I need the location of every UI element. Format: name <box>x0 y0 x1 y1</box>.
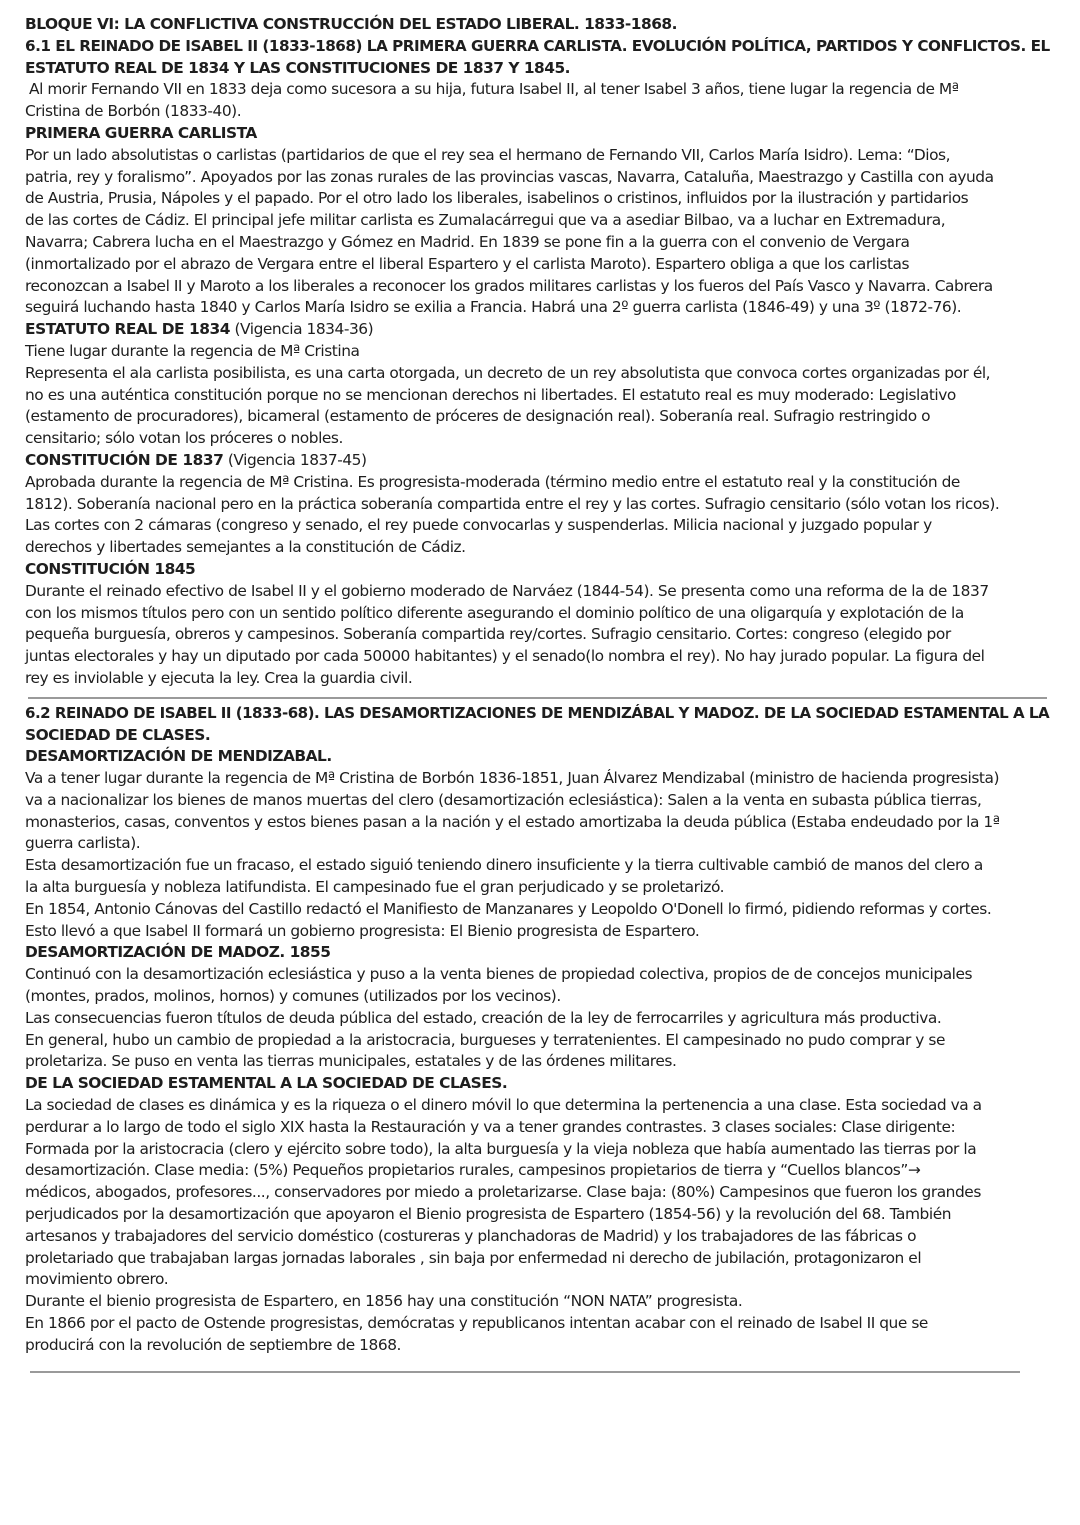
text-line: monasterios, casas, conventos y estos bienes pasan a la nación y el estado amortizaba la deuda pública (Estaba endeudado por la 1ª <box>25 812 1000 831</box>
text-line: va a nacionalizar los bienes de manos muertas del clero (desamortización eclesiástica): Salen a la venta en subasta pública tierras, <box>25 790 982 809</box>
text-line: (inmortalizado por el abrazo de Vergara entre el liberal Espartero y el carlista Maroto). Espartero obliga a que los carlistas <box>25 254 910 273</box>
sociedad-clases-heading: DE LA SOCIEDAD ESTAMENTAL A LA SOCIEDAD DE CLASES. <box>25 1074 508 1093</box>
text-line: patria, rey y foralismo”. Apoyados por las zonas rurales de las provincias vascas, Navarra, Cataluña, Maestrazgo y Castilla con ayuda <box>25 167 994 186</box>
section-6-1-title-line: ESTATUTO REAL DE 1834 Y LAS CONSTITUCIONES DE 1837 Y 1845. <box>25 58 571 77</box>
text-line: En general, hubo un cambio de propiedad a la aristocracia, burgueses y terratenientes. El campesinado no pudo comprar y se <box>25 1030 945 1049</box>
estatuto-heading <box>25 319 1050 341</box>
text-line: reconozcan a Isabel II y Maroto a los liberales a reconocer los grados militares carlistas y los fueros del País Vasco y Navarra. Cabrera <box>25 276 993 295</box>
text-line: con los mismos títulos pero con un sentido político diferente asegurando el dominio político de una oligarquía y explotación de la <box>25 603 964 622</box>
constitucion-1837-paragraph <box>25 472 1050 559</box>
sociedad-clases-paragraph <box>25 1095 1050 1357</box>
text-line: perjudicados por la desamortización que apoyaron el Bienio progresista de Espartero (1854-56) y la revolución del 68. También <box>25 1205 952 1224</box>
text-line: censitario; sólo votan los próceres o nobles. <box>25 429 343 448</box>
text-line: rey es inviolable y ejecuta la ley. Crea la guardia civil. <box>25 668 413 687</box>
text-line: Aprobada durante la regencia de Mª Cristina. Es progresista-moderada (término medio entre el estatuto real y la constitución de <box>25 472 960 491</box>
text-line: Va a tener lugar durante la regencia de Mª Cristina de Borbón 1836-1851, Juan Álvarez Mendizabal (ministro de hacienda progresista) <box>25 769 1000 788</box>
text-line: Esto llevó a que Isabel II formará un gobierno progresista: El Bienio progresista de Espartero. <box>25 921 700 940</box>
text-line: Las cortes con 2 cámaras (congreso y senado, el rey puede convocarlas y suspenderlas. Milicia nacional y juzgado popular y <box>25 516 932 535</box>
text-line: Durante el bienio progresista de Espartero, en 1856 hay una constitución “NON NATA” progresista. <box>25 1292 743 1311</box>
block-title: BLOQUE VI: LA CONFLICTIVA CONSTRUCCIÓN DEL ESTADO LIBERAL. 1833-1868. <box>25 15 677 33</box>
constitucion-1845-paragraph <box>25 581 1050 690</box>
madoz-heading: DESAMORTIZACIÓN DE MADOZ. 1855 <box>25 943 331 962</box>
estatuto-heading-title: ESTATUTO REAL DE 1834 <box>25 320 231 339</box>
estatuto-heading-vigencia: (Vigencia 1834-36) <box>230 320 374 339</box>
section-6-2-title-line: SOCIEDAD DE CLASES. <box>25 725 211 744</box>
text-line: de las cortes de Cádiz. El principal jefe militar carlista es Zumalacárregui que va a asediar Bilbao, va a luchar en Extremadura, <box>25 211 946 230</box>
text-line: (montes, prados, molinos, hornos) y comunes (utilizados por los vecinos). <box>25 987 561 1006</box>
section-6-1 <box>25 36 1050 690</box>
text-line: (estamento de procuradores), bicameral (estamento de próceres de designación real). Soberanía real. Sufragio restringido o <box>25 407 931 426</box>
text-line: no es una auténtica constitución porque no se mencionan derechos ni libertades. El estatuto real es muy moderado: Legislativo <box>25 385 956 404</box>
text-line: Navarra; Cabrera lucha en el Maestrazgo y Gómez en Madrid. En 1839 se pone fin a la guerra con el convenio de Vergara <box>25 232 910 251</box>
section-divider <box>28 697 1047 699</box>
text-line: artesanos y trabajadores del servicio doméstico (costureras y planchadoras de Madrid) y los trabajadores de las fábricas o <box>25 1226 917 1245</box>
mendizabal-paragraph <box>25 768 1050 942</box>
text-line: producirá con la revolución de septiembre de 1868. <box>25 1335 401 1354</box>
madoz-paragraph <box>25 964 1050 1073</box>
text-line: juntas electorales y hay un diputado por cada 50000 habitantes) y el senado(lo nombra el rey). No hay jurado popular. La figura del <box>25 647 985 666</box>
text-line: En 1866 por el pacto de Ostende progresistas, demócratas y republicanos intentan acabar con el reinado de Isabel II que se <box>25 1314 928 1333</box>
text-line: derechos y libertades semejantes a la constitución de Cádiz. <box>25 538 466 557</box>
text-line: seguirá luchando hasta 1840 y Carlos María Isidro se exilia a Francia. Habrá una 2º guerra carlista (1846-49) y una 3º (1872-76). <box>25 298 962 317</box>
estatuto-paragraph <box>25 341 1050 450</box>
text-line: Continuó con la desamortización eclesiástica y puso a la venta bienes de propiedad colectiva, propios de de concejos municipales <box>25 965 973 984</box>
section-6-2 <box>25 703 1050 1357</box>
intro-line: Al morir Fernando VII en 1833 deja como sucesora a su hija, futura Isabel II, al tener Isabel 3 años, tiene lugar la regencia de Mª <box>29 80 959 99</box>
text-line: 1812). Soberanía nacional pero en la práctica soberanía compartida entre el rey y las cortes. Sufragio censitario (sólo votan los ricos). <box>25 494 1000 513</box>
intro-line: Cristina de Borbón (1833-40). <box>25 102 242 121</box>
text-line: La sociedad de clases es dinámica y es la riqueza o el dinero móvil lo que determina la pertenencia a una clase. Esta sociedad va a <box>25 1096 982 1115</box>
text-line: pequeña burguesía, obreros y campesinos. Soberanía compartida rey/cortes. Sufragio censitario. Cortes: congreso (elegido por <box>25 625 951 644</box>
mendizabal-heading: DESAMORTIZACIÓN DE MENDIZABAL. <box>25 747 332 766</box>
text-line: Las consecuencias fueron títulos de deuda pública del estado, creación de la ley de ferrocarriles y agricultura más productiva. <box>25 1008 942 1027</box>
carlista-heading: PRIMERA GUERRA CARLISTA <box>25 123 257 142</box>
text-line: de Austria, Prusia, Nápoles y el papado. Por el otro lado los liberales, isabelinos o cristinos, influidos por la ilustración y partidarios <box>25 189 969 208</box>
text-line: guerra carlista). <box>25 834 141 853</box>
constitucion-1837-title: CONSTITUCIÓN DE 1837 <box>25 450 224 469</box>
text-line: proletariza. Se puso en venta las tierras municipales, estatales y de las órdenes militares. <box>25 1052 677 1071</box>
text-line: movimiento obrero. <box>25 1270 169 1289</box>
text-line: la alta burguesía y nobleza latifundista. El campesinado fue el gran perjudicado y se proletarizó. <box>25 878 725 897</box>
text-line: Durante el reinado efectivo de Isabel II y el gobierno moderado de Narváez (1844-54). Se presenta como una reforma de la de 1837 <box>25 581 989 600</box>
text-line: En 1854, Antonio Cánovas del Castillo redactó el Manifiesto de Manzanares y Leopoldo O'Donell lo firmó, pidiendo reformas y cortes. <box>25 899 992 918</box>
text-line: Representa el ala carlista posibilista, es una carta otorgada, un decreto de un rey absolutista que convoca cortes organizadas por él, <box>25 363 991 382</box>
text-line: perdurar a lo largo de todo el siglo XIX hasta la Restauración y va a tener grandes contrastes. 3 clases sociales: Clase dirigente: <box>25 1117 956 1136</box>
text-line: Formada por la aristocracia (clero y ejército sobre todo), la alta burguesía y la vieja nobleza que había aumentado las tierras por la <box>25 1139 977 1158</box>
section-6-1-title-line: 6.1 EL REINADO DE ISABEL II (1833-1868) LA PRIMERA GUERRA CARLISTA. EVOLUCIÓN POLÍTICA, PARTIDOS Y CONFLICTOS. EL <box>25 36 1050 55</box>
constitucion-1837-vigencia: (Vigencia 1837-45) <box>223 450 367 469</box>
text-line: Esta desamortización fue un fracaso, el estado siguió teniendo dinero insuficiente y la tierra cultivable cambió de manos del clero a <box>25 856 983 875</box>
end-divider <box>30 1371 1020 1373</box>
carlista-paragraph <box>25 145 1050 319</box>
text-line: Por un lado absolutistas o carlistas (partidarios de que el rey sea el hermano de Fernando VII, Carlos María Isidro). Lema: “Dios, <box>25 145 951 164</box>
constitucion-1845-heading: CONSTITUCIÓN 1845 <box>25 559 196 578</box>
text-line: médicos, abogados, profesores..., conservadores por miedo a proletarizarse. Clase baja: (80%) Campesinos que fueron los grandes <box>25 1183 981 1202</box>
section-6-2-title-line: 6.2 REINADO DE ISABEL II (1833-68). LAS DESAMORTIZACIONES DE MENDIZÁBAL Y MADOZ. DE LA SOCIEDAD ESTAMENTAL A LA <box>25 703 1050 722</box>
text-line: proletariado que trabajaban largas jornadas laborales , sin baja por enfermedad ni derecho de jubilación, protagonizaron el <box>25 1248 922 1267</box>
text-line: desamortización. Clase media: (5%) Pequeños propietarios rurales, campesinos propietarios de tierra y “Cuellos blancos”→ <box>25 1161 921 1180</box>
text-line: Tiene lugar durante la regencia de Mª Cristina <box>25 341 360 360</box>
constitucion-1837-heading <box>25 450 1050 472</box>
